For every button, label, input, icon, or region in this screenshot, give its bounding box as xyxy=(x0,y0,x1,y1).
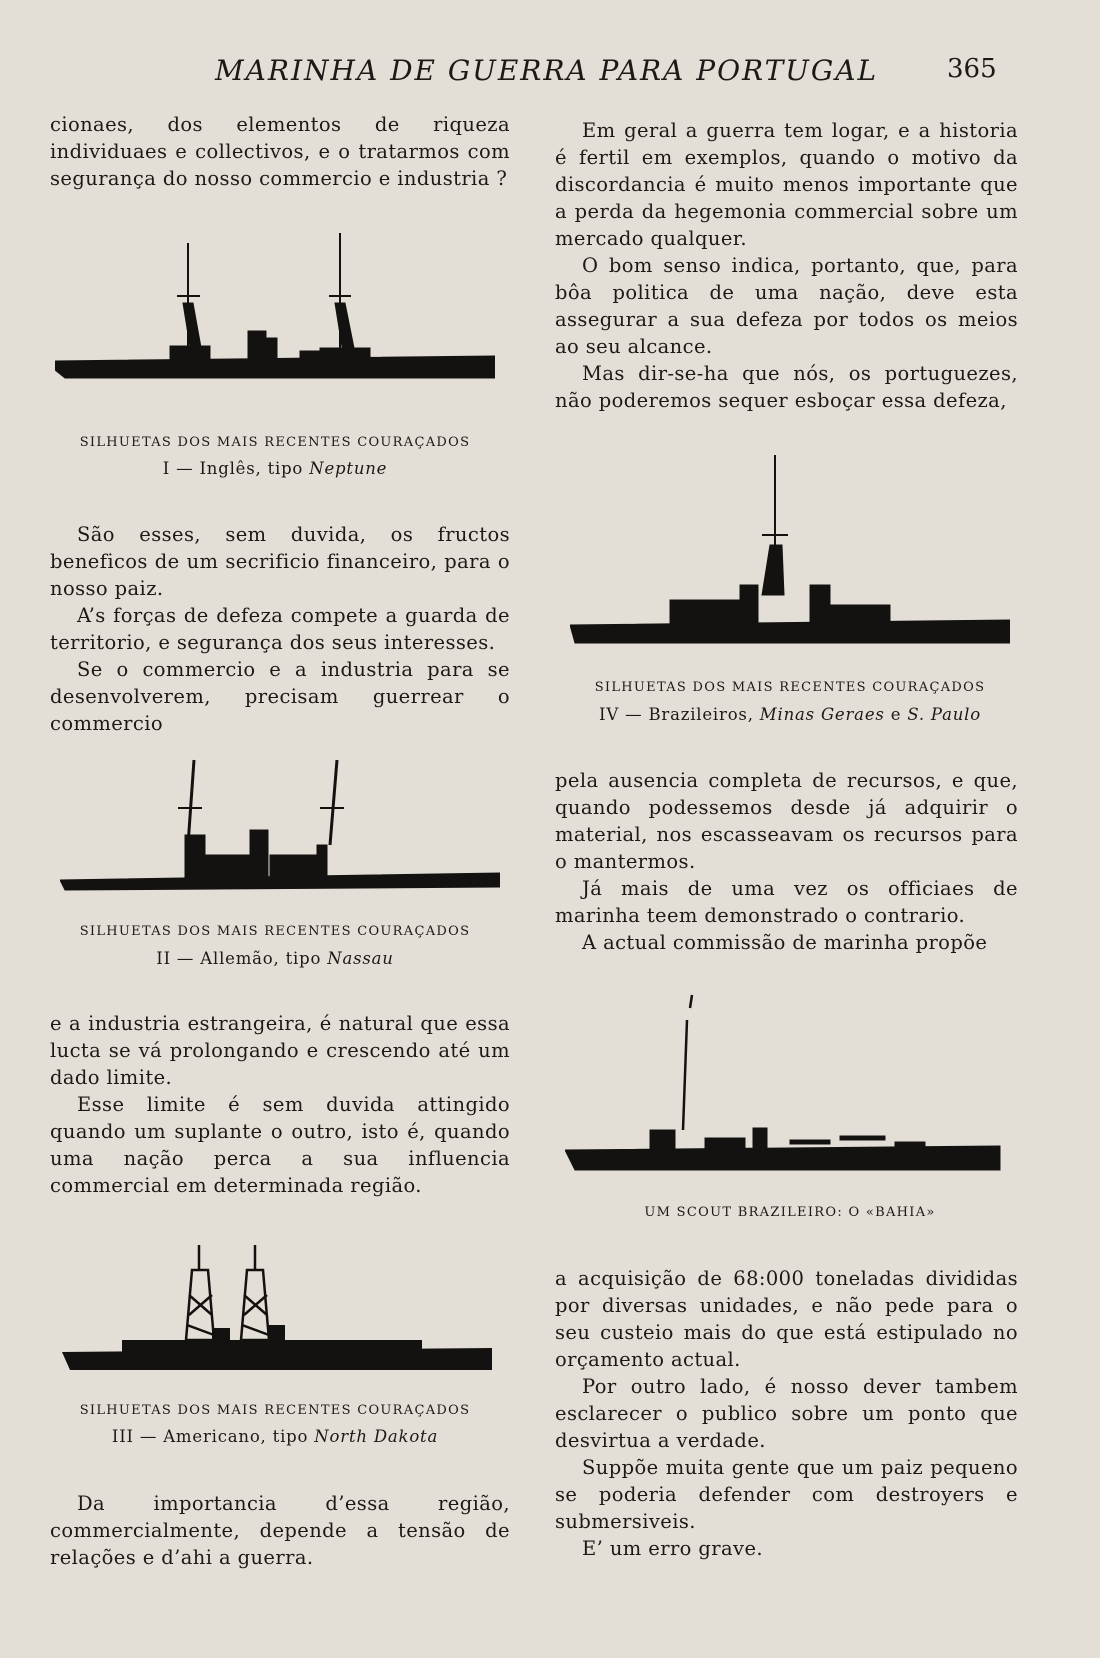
figure-north-dakota-silhouette xyxy=(62,1240,492,1375)
page-header xyxy=(0,54,1100,94)
paragraph: Já mais de uma vez os officiaes de marinha teem demonstrado o contrario. xyxy=(555,877,1018,927)
battleship-silhouette-north-dakota xyxy=(62,1240,492,1375)
figure-4-caption: SILHUETAS DOS MAIS RECENTES COURAÇADOS xyxy=(594,680,986,695)
battleship-silhouette-neptune xyxy=(55,228,495,403)
left-text-block-3 xyxy=(50,1010,510,1199)
figure-3-caption: SILHUETAS DOS MAIS RECENTES COURAÇADOS xyxy=(79,1403,471,1418)
figure-minas-geraes-silhouette xyxy=(570,455,1010,650)
paragraph: Suppõe muita gente que um paiz pequeno se poderia defender com destroyers e submersiveis. xyxy=(555,1456,1018,1533)
paragraph: São esses, sem duvida, os fructos beneficos de um secrificio financeiro, para o nosso paiz. xyxy=(50,523,510,600)
paragraph: pela ausencia completa de recursos, e que, quando podessemos desde já adquirir o material, nos escasseavam os recursos para o mantermos. xyxy=(555,769,1018,873)
page-number: 365 xyxy=(947,54,997,84)
paragraph: Se o commercio e a industria para se desenvolverem, precisam guerrear o commercio xyxy=(50,658,510,735)
figure-5-caption: UM SCOUT BRAZILEIRO: O «BAHIA» xyxy=(644,1205,936,1220)
paragraph: e a industria estrangeira, é natural que essa lucta se vá prolongando e crescendo até um dado limite. xyxy=(50,1012,510,1089)
figure-2-caption: SILHUETAS DOS MAIS RECENTES COURAÇADOS xyxy=(79,924,471,939)
paragraph: E’ um erro grave. xyxy=(582,1537,763,1560)
figure-2-subcaption: II — Allemão, tipo Nassau xyxy=(156,949,394,968)
figure-neptune-silhouette xyxy=(55,228,495,403)
figure-1-subcaption: I — Inglês, tipo Neptune xyxy=(162,459,388,478)
paragraph: cionaes, dos elementos de riqueza individuaes e collectivos, e o tratarmos com segurança do nosso commercio e industria ? xyxy=(50,113,510,190)
figure-1-caption: SILHUETAS DOS MAIS RECENTES COURAÇADOS xyxy=(79,435,471,450)
paragraph: Da importancia d’essa região, commercialmente, depende a tensão de relações e d’ahi a guerra. xyxy=(50,1492,510,1569)
paragraph: Mas dir-se-ha que nós, os portuguezes, não poderemos sequer esboçar essa defeza, xyxy=(555,362,1018,412)
left-text-block-1 xyxy=(50,111,510,192)
paragraph: Esse limite é sem duvida attingido quando um suplante o outro, isto é, quando uma nação perca a sua influencia commercial em determinada região. xyxy=(50,1093,510,1197)
figure-4-subcaption: IV — Brazileiros, Minas Geraes e S. Paulo xyxy=(599,705,981,724)
paragraph: A actual commissão de marinha propõe xyxy=(582,931,988,954)
scout-cruiser-silhouette-bahia xyxy=(565,990,1005,1175)
right-text-block-3 xyxy=(555,1265,1018,1562)
figure-nassau-silhouette xyxy=(60,755,500,900)
paragraph: A’s forças de defeza compete a guarda de territorio, e segurança dos seus interesses. xyxy=(50,604,510,654)
running-title: MARINHA DE GUERRA PARA PORTUGAL xyxy=(215,54,879,87)
paragraph: Por outro lado, é nosso dever tambem esclarecer o publico sobre um ponto que desvirtua a verdade. xyxy=(555,1375,1018,1452)
battleship-silhouette-nassau xyxy=(60,755,500,900)
figure-3-subcaption: III — Americano, tipo North Dakota xyxy=(111,1427,439,1446)
right-text-block-2 xyxy=(555,767,1018,956)
paragraph: Em geral a guerra tem logar, e a historia é fertil em exemplos, quando o motivo da discordancia é muito menos importante que a perda da hegemonia commercial sobre um mercado qualquer. xyxy=(555,119,1018,250)
left-text-block-2 xyxy=(50,521,510,737)
paragraph: O bom senso indica, portanto, que, para bôa politica de uma nação, deve esta assegurar a sua defeza por todos os meios ao seu alcance. xyxy=(555,254,1018,358)
paragraph: a acquisição de 68:000 toneladas divididas por diversas unidades, e não pede para o seu custeio mais do que está estipulado no orçamento actual. xyxy=(555,1267,1018,1371)
right-text-block-1 xyxy=(555,117,1018,414)
figure-bahia-silhouette xyxy=(565,990,1005,1175)
battleship-silhouette-minas-geraes xyxy=(570,455,1010,650)
left-text-block-4 xyxy=(50,1490,510,1571)
